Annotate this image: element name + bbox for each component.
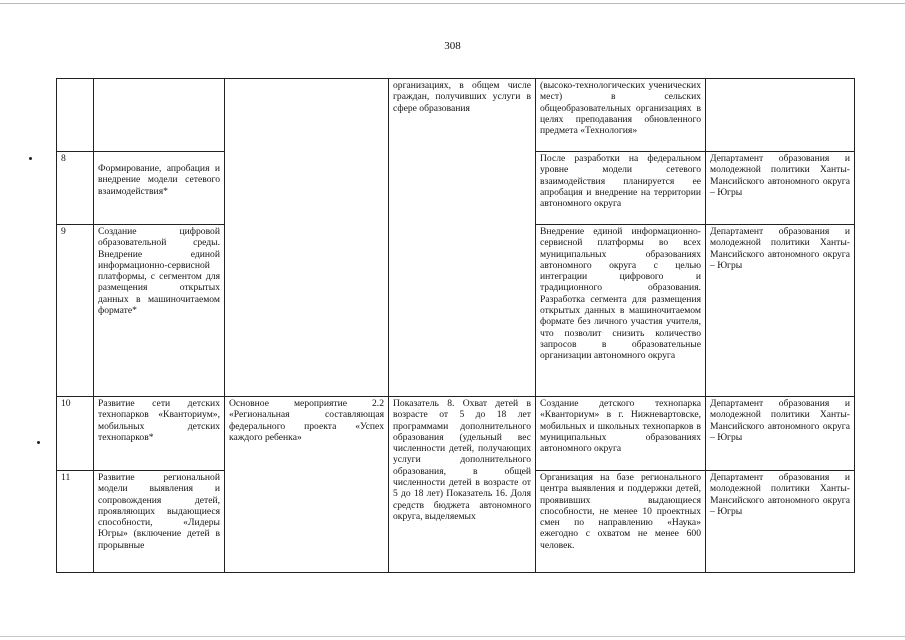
document-table (56, 78, 855, 573)
cell-indicator-continued: организациях, в общем числе граждан, получивших услуги в сфере образования (389, 79, 536, 397)
cell-activity: Основное мероприятие 2.2 «Региональная составляющая федерального проекта «Успех каждого ребенка» (225, 397, 389, 573)
cell-activity-empty (225, 79, 389, 397)
cell-number: 9 (57, 225, 94, 397)
cell-responsible: Департамент образования и молодежной политики Ханты-Мансийского автономного округа – Югры (706, 471, 855, 573)
page-number: 308 (444, 40, 461, 52)
table-row-continued (57, 79, 855, 152)
scan-speck (29, 157, 32, 160)
cell-responsible (706, 79, 855, 152)
cell-number: 11 (57, 471, 94, 573)
cell-responsible: Департамент образования и молодежной политики Ханты-Мансийского автономного округа – Югры (706, 225, 855, 397)
scan-edge-bottom (0, 636, 905, 637)
cell-result-continued: (высоко-технологических ученических мест) в сельских общеобразовательных организациях в целях преподавания обновленного предмета «Технология» (536, 79, 706, 152)
cell-number: 10 (57, 397, 94, 471)
cell-number (57, 79, 94, 152)
cell-responsible: Департамент образования и молодежной политики Ханты-Мансийского автономного округа – Югры (706, 397, 855, 471)
cell-name (94, 79, 225, 152)
table-row (57, 397, 855, 471)
cell-responsible: Департамент образования и молодежной политики Ханты-Мансийского автономного округа – Югры (706, 152, 855, 225)
scan-speck (37, 441, 40, 444)
cell-name: Развитие сети детских технопарков «Кванториум», мобильных детских технопарков* (94, 397, 225, 471)
cell-number: 8 (57, 152, 94, 225)
cell-name: Формирование, апробация и внедрение модели сетевого взаимодействия* (94, 152, 225, 225)
cell-result: Создание детского технопарка «Кванториум» в г. Нижневартовске, мобильных и школьных технопарков в муниципальных образованиях автономного округа (536, 397, 706, 471)
cell-name: Развитие региональной модели выявления и сопровождения детей, проявляющих выдающиеся способности, «Лидеры Югры» (включение детей в прорывные (94, 471, 225, 573)
cell-indicator: Показатель 8. Охват детей в возрасте от 5 до 18 лет программами дополнительного образования (удельный вес численности детей, получающих услуги дополнительного образования, в общей численности детей в возрасте от 5 до 18 лет) Показатель 16. Доля средств бюджета автономного округа, выделяемых (389, 397, 536, 573)
cell-result: Внедрение единой информационно-сервисной платформы во всех муниципальных образованиях автономного округа с целью интеграции цифрового и традиционного образования. Разработка сегмента для размещения открытых данных в машиночитаемом формате без личного участия учителя, что позволит снизить количество запросов в образовательные организации автономного округа (536, 225, 706, 397)
scan-edge-top (0, 3, 905, 4)
cell-result: Организация на базе регионального центра выявления и поддержки детей, проявивших выдающиеся способности, не менее 10 проектных смен по направлению «Наука» ежегодно с охватом не менее 600 человек. (536, 471, 706, 573)
cell-result: После разработки на федеральном уровне модели сетевого взаимодействия планируется ее апробация и внедрение на территории автономного округа (536, 152, 706, 225)
cell-name: Создание цифровой образовательной среды. Внедрение единой информационно-сервисной платформы, с сегментом для размещения открытых данных в машиночитаемом формате* (94, 225, 225, 397)
